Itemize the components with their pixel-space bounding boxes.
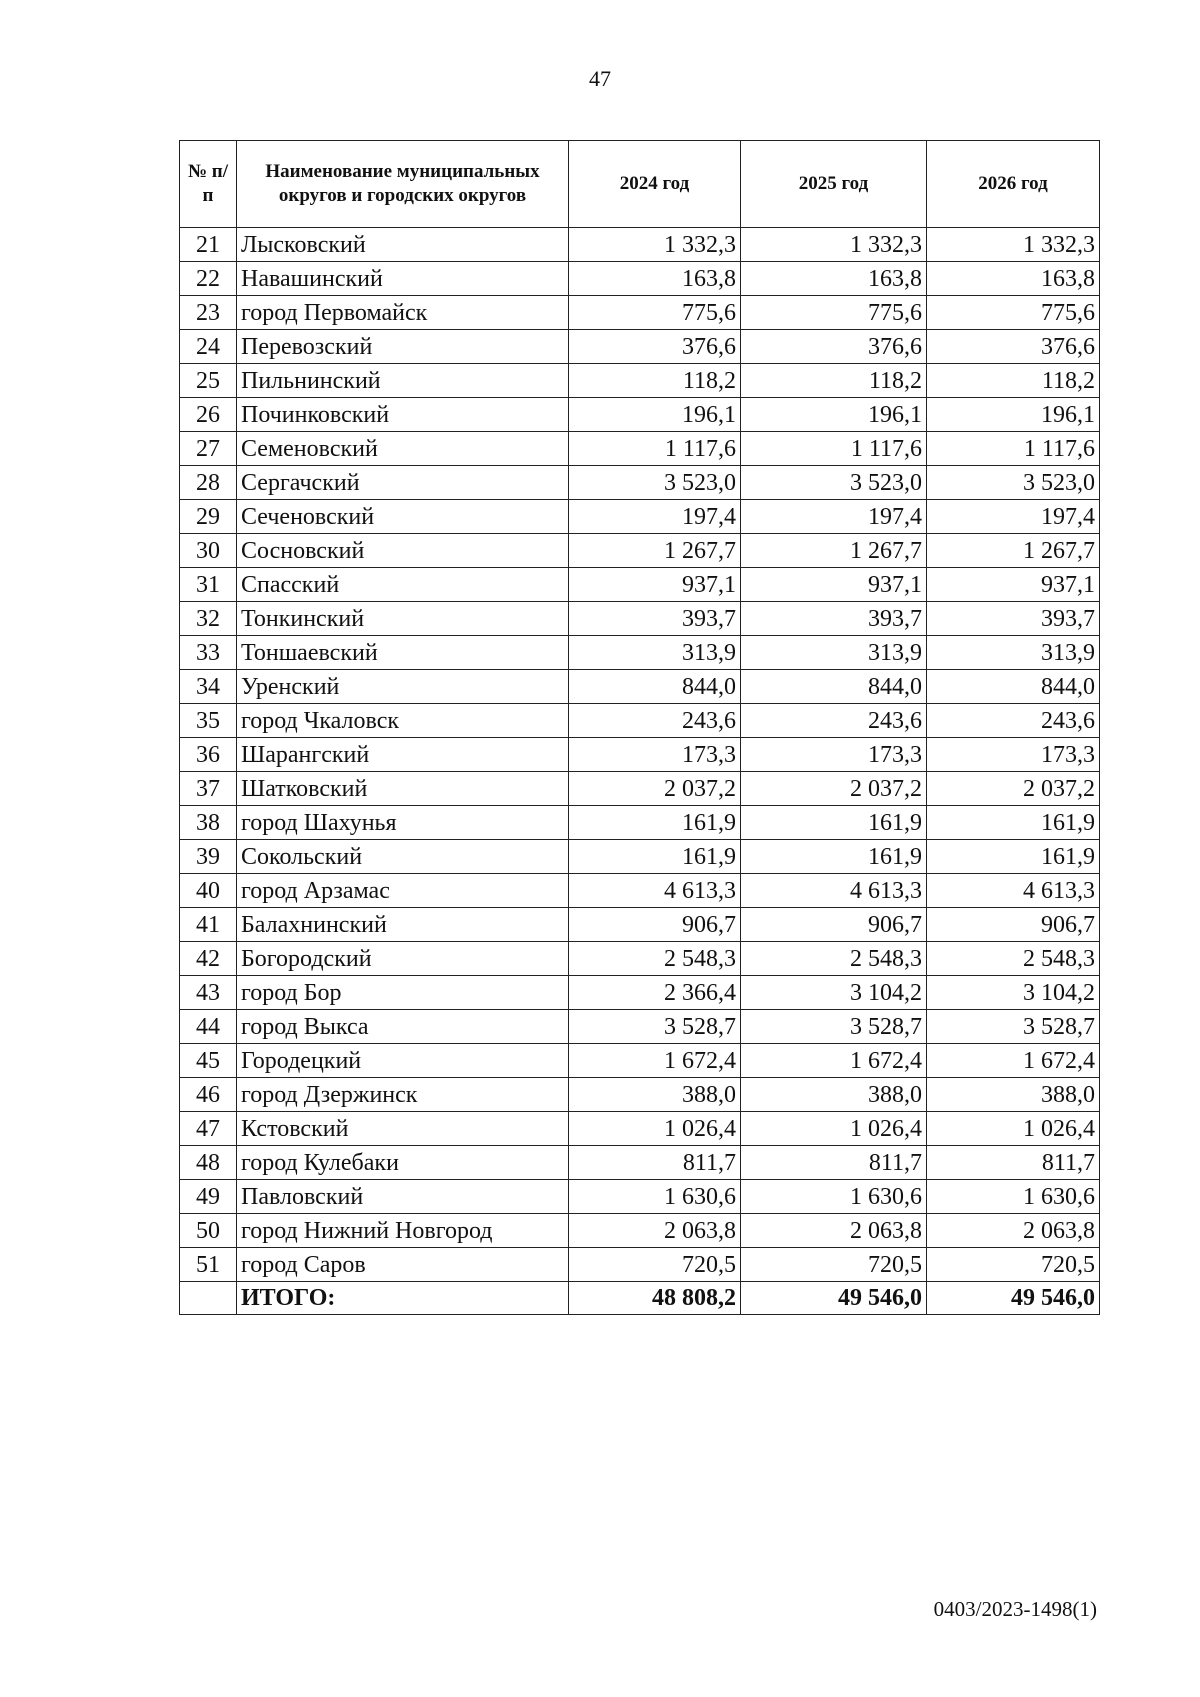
row-2025: 720,5 [741, 1248, 927, 1282]
table-row [180, 330, 1100, 364]
row-number: 29 [180, 500, 237, 534]
row-2025: 3 523,0 [741, 466, 927, 500]
row-2026: 4 613,3 [927, 874, 1100, 908]
table-row [180, 1010, 1100, 1044]
row-2024: 906,7 [569, 908, 741, 942]
row-name: Спасский [237, 568, 569, 602]
table-row [180, 228, 1100, 262]
row-2024: 1 117,6 [569, 432, 741, 466]
row-2025: 1 672,4 [741, 1044, 927, 1078]
row-number: 36 [180, 738, 237, 772]
row-number: 41 [180, 908, 237, 942]
total-2026: 49 546,0 [927, 1282, 1100, 1315]
table-row [180, 364, 1100, 398]
row-2026: 161,9 [927, 840, 1100, 874]
row-2025: 4 613,3 [741, 874, 927, 908]
table-row [180, 432, 1100, 466]
row-2024: 243,6 [569, 704, 741, 738]
row-2025: 1 026,4 [741, 1112, 927, 1146]
row-number: 42 [180, 942, 237, 976]
row-name: Кстовский [237, 1112, 569, 1146]
row-2024: 376,6 [569, 330, 741, 364]
row-name: Тоншаевский [237, 636, 569, 670]
header-2025: 2025 год [741, 141, 927, 228]
row-number: 27 [180, 432, 237, 466]
row-2026: 376,6 [927, 330, 1100, 364]
row-name: Сергачский [237, 466, 569, 500]
table-row [180, 1180, 1100, 1214]
row-2025: 811,7 [741, 1146, 927, 1180]
table-row [180, 262, 1100, 296]
table-row [180, 500, 1100, 534]
row-name: Балахнинский [237, 908, 569, 942]
row-2026: 720,5 [927, 1248, 1100, 1282]
row-2025: 161,9 [741, 840, 927, 874]
row-name: город Первомайск [237, 296, 569, 330]
row-number: 40 [180, 874, 237, 908]
row-name: Сосновский [237, 534, 569, 568]
table-row [180, 466, 1100, 500]
row-name: Семеновский [237, 432, 569, 466]
row-2025: 376,6 [741, 330, 927, 364]
row-number: 47 [180, 1112, 237, 1146]
row-2025: 313,9 [741, 636, 927, 670]
header-name: Наименование муниципальных округов и городских округов [237, 141, 569, 228]
row-number: 50 [180, 1214, 237, 1248]
table-row [180, 840, 1100, 874]
row-number: 30 [180, 534, 237, 568]
row-2024: 811,7 [569, 1146, 741, 1180]
row-2024: 196,1 [569, 398, 741, 432]
row-2024: 118,2 [569, 364, 741, 398]
row-2025: 2 037,2 [741, 772, 927, 806]
table-row [180, 296, 1100, 330]
row-name: город Бор [237, 976, 569, 1010]
row-2026: 844,0 [927, 670, 1100, 704]
row-2024: 4 613,3 [569, 874, 741, 908]
row-2024: 1 026,4 [569, 1112, 741, 1146]
total-2024: 48 808,2 [569, 1282, 741, 1315]
row-name: город Саров [237, 1248, 569, 1282]
row-2024: 161,9 [569, 806, 741, 840]
table-row [180, 806, 1100, 840]
row-2025: 1 117,6 [741, 432, 927, 466]
row-2026: 906,7 [927, 908, 1100, 942]
allocation-table [179, 140, 1100, 1315]
row-name: город Дзержинск [237, 1078, 569, 1112]
table-row [180, 568, 1100, 602]
table-header-row [180, 141, 1100, 228]
row-2024: 161,9 [569, 840, 741, 874]
row-name: город Кулебаки [237, 1146, 569, 1180]
row-2025: 2 548,3 [741, 942, 927, 976]
row-2024: 393,7 [569, 602, 741, 636]
row-2026: 1 026,4 [927, 1112, 1100, 1146]
row-number: 46 [180, 1078, 237, 1112]
row-2025: 1 332,3 [741, 228, 927, 262]
table-row [180, 670, 1100, 704]
row-2026: 2 037,2 [927, 772, 1100, 806]
row-name: Лысковский [237, 228, 569, 262]
row-number: 25 [180, 364, 237, 398]
row-2026: 197,4 [927, 500, 1100, 534]
row-2026: 1 117,6 [927, 432, 1100, 466]
table-row [180, 1248, 1100, 1282]
row-number: 45 [180, 1044, 237, 1078]
row-2024: 2 366,4 [569, 976, 741, 1010]
row-2026: 1 332,3 [927, 228, 1100, 262]
row-name: Сокольский [237, 840, 569, 874]
table-row [180, 1078, 1100, 1112]
row-2026: 313,9 [927, 636, 1100, 670]
table-row [180, 1112, 1100, 1146]
row-number: 49 [180, 1180, 237, 1214]
row-2025: 243,6 [741, 704, 927, 738]
row-2025: 118,2 [741, 364, 927, 398]
table-row [180, 738, 1100, 772]
row-number: 33 [180, 636, 237, 670]
table-row [180, 942, 1100, 976]
row-name: Навашинский [237, 262, 569, 296]
row-2024: 775,6 [569, 296, 741, 330]
row-2026: 163,8 [927, 262, 1100, 296]
row-2024: 1 267,7 [569, 534, 741, 568]
row-2026: 937,1 [927, 568, 1100, 602]
row-2024: 313,9 [569, 636, 741, 670]
table-row [180, 1044, 1100, 1078]
row-number: 43 [180, 976, 237, 1010]
row-name: Богородский [237, 942, 569, 976]
row-number: 26 [180, 398, 237, 432]
row-2026: 811,7 [927, 1146, 1100, 1180]
row-2026: 775,6 [927, 296, 1100, 330]
row-2024: 2 063,8 [569, 1214, 741, 1248]
row-2025: 1 630,6 [741, 1180, 927, 1214]
row-number: 44 [180, 1010, 237, 1044]
row-2026: 3 104,2 [927, 976, 1100, 1010]
row-2025: 937,1 [741, 568, 927, 602]
row-2026: 2 063,8 [927, 1214, 1100, 1248]
row-2025: 3 528,7 [741, 1010, 927, 1044]
row-2024: 3 523,0 [569, 466, 741, 500]
row-number: 31 [180, 568, 237, 602]
row-name: Уренский [237, 670, 569, 704]
row-2026: 3 528,7 [927, 1010, 1100, 1044]
row-name: город Чкаловск [237, 704, 569, 738]
row-2025: 1 267,7 [741, 534, 927, 568]
row-2024: 1 332,3 [569, 228, 741, 262]
table-row [180, 908, 1100, 942]
table-row [180, 874, 1100, 908]
row-2024: 197,4 [569, 500, 741, 534]
row-number: 37 [180, 772, 237, 806]
row-2025: 775,6 [741, 296, 927, 330]
row-number: 28 [180, 466, 237, 500]
row-2025: 197,4 [741, 500, 927, 534]
row-name: Тонкинский [237, 602, 569, 636]
row-2025: 906,7 [741, 908, 927, 942]
row-2024: 1 630,6 [569, 1180, 741, 1214]
row-2026: 118,2 [927, 364, 1100, 398]
table-row [180, 704, 1100, 738]
row-name: Шатковский [237, 772, 569, 806]
row-name: Перевозский [237, 330, 569, 364]
row-name: город Арзамас [237, 874, 569, 908]
row-2026: 173,3 [927, 738, 1100, 772]
row-name: Павловский [237, 1180, 569, 1214]
row-2026: 161,9 [927, 806, 1100, 840]
row-2026: 3 523,0 [927, 466, 1100, 500]
total-number-cell [180, 1282, 237, 1315]
table-row [180, 772, 1100, 806]
row-name: Починковский [237, 398, 569, 432]
row-number: 24 [180, 330, 237, 364]
table-row [180, 1146, 1100, 1180]
row-2024: 1 672,4 [569, 1044, 741, 1078]
row-2026: 388,0 [927, 1078, 1100, 1112]
row-number: 22 [180, 262, 237, 296]
row-name: Пильнинский [237, 364, 569, 398]
row-2025: 173,3 [741, 738, 927, 772]
row-2024: 2 037,2 [569, 772, 741, 806]
row-2025: 2 063,8 [741, 1214, 927, 1248]
row-number: 35 [180, 704, 237, 738]
row-2025: 844,0 [741, 670, 927, 704]
document-code: 0403/2023-1498(1) [933, 1597, 1097, 1621]
row-name: город Шахунья [237, 806, 569, 840]
row-2025: 388,0 [741, 1078, 927, 1112]
row-2025: 3 104,2 [741, 976, 927, 1010]
page-number: 47 [589, 66, 611, 91]
row-2025: 161,9 [741, 806, 927, 840]
total-2025: 49 546,0 [741, 1282, 927, 1315]
table-row [180, 976, 1100, 1010]
row-2026: 196,1 [927, 398, 1100, 432]
row-2024: 163,8 [569, 262, 741, 296]
row-2024: 388,0 [569, 1078, 741, 1112]
row-name: Городецкий [237, 1044, 569, 1078]
row-2024: 937,1 [569, 568, 741, 602]
row-2026: 1 630,6 [927, 1180, 1100, 1214]
row-number: 48 [180, 1146, 237, 1180]
header-2024: 2024 год [569, 141, 741, 228]
row-name: город Нижний Новгород [237, 1214, 569, 1248]
row-2026: 243,6 [927, 704, 1100, 738]
row-name: Сеченовский [237, 500, 569, 534]
table-row [180, 636, 1100, 670]
header-2026: 2026 год [927, 141, 1100, 228]
total-row [180, 1282, 1100, 1315]
row-2026: 2 548,3 [927, 942, 1100, 976]
row-2026: 393,7 [927, 602, 1100, 636]
row-number: 39 [180, 840, 237, 874]
row-number: 38 [180, 806, 237, 840]
row-2026: 1 672,4 [927, 1044, 1100, 1078]
table-row [180, 602, 1100, 636]
row-number: 51 [180, 1248, 237, 1282]
row-name: Шарангский [237, 738, 569, 772]
row-number: 21 [180, 228, 237, 262]
row-2025: 393,7 [741, 602, 927, 636]
row-2024: 844,0 [569, 670, 741, 704]
row-name: город Выкса [237, 1010, 569, 1044]
row-2025: 196,1 [741, 398, 927, 432]
row-number: 23 [180, 296, 237, 330]
row-2026: 1 267,7 [927, 534, 1100, 568]
total-label: ИТОГО: [237, 1282, 569, 1315]
row-number: 34 [180, 670, 237, 704]
row-number: 32 [180, 602, 237, 636]
table-row [180, 534, 1100, 568]
table-row [180, 398, 1100, 432]
table-row [180, 1214, 1100, 1248]
row-2024: 3 528,7 [569, 1010, 741, 1044]
row-2024: 173,3 [569, 738, 741, 772]
header-number: № п/п [180, 141, 237, 228]
row-2025: 163,8 [741, 262, 927, 296]
row-2024: 720,5 [569, 1248, 741, 1282]
row-2024: 2 548,3 [569, 942, 741, 976]
